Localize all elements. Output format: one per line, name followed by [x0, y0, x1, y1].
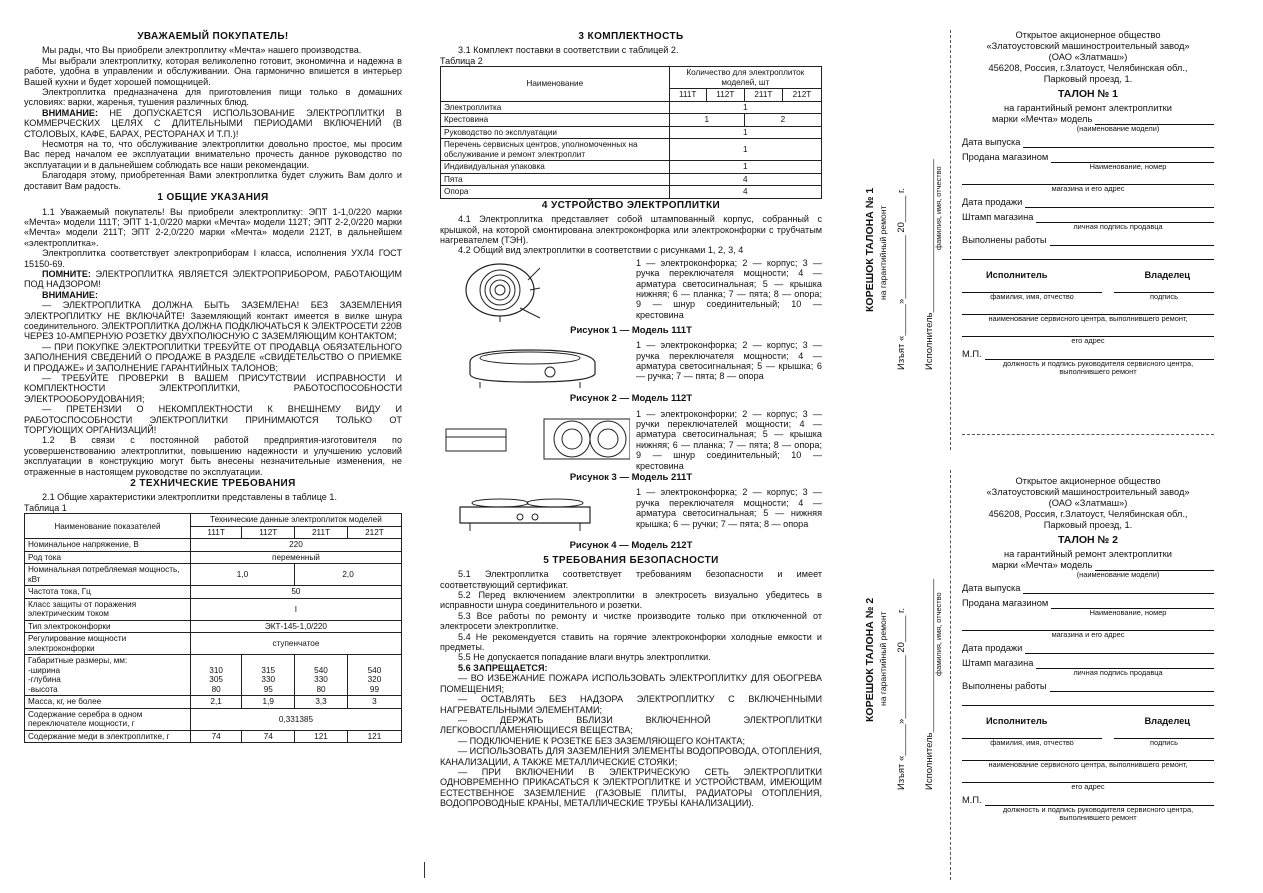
- paragraph: 1.2 В связи с постоянной работой предприятия-изготовителя по усовершенствованию электроплитки, повышению надежности и улучшению условий эксплуатации в конструкцию могут быть внесены незначительные изменения, не отраженные в настоящем руководстве по эксплуатации.: [24, 435, 402, 477]
- signature-hints: фамилия, имя, отчество подпись: [990, 292, 1178, 301]
- remember-label: ПОМНИТЕ:: [42, 268, 91, 279]
- org-line: Парковый проезд, 1.: [1043, 74, 1133, 84]
- attention-label: ВНИМАНИЕ:: [42, 289, 99, 300]
- dims-h: -высота: [28, 684, 58, 694]
- coupon-separator: [962, 434, 1214, 435]
- remember-text: ЭЛЕКТРОПЛИТКА ЯВЛЯЕТСЯ ЭЛЕКТРОПРИБОРОМ, РАБОТАЮЩИМ ПОД НАДЗОРОМ!: [24, 268, 402, 290]
- table-cell: 74: [190, 730, 241, 743]
- greeting-title: УВАЖАЕМЫЙ ПОКУПАТЕЛЬ!: [137, 31, 289, 42]
- field-hint: личная подпись продавца: [1073, 668, 1163, 677]
- table-cell: Опора: [441, 186, 670, 199]
- table-cell: 2,1: [190, 696, 241, 709]
- dims-w: -ширина: [28, 665, 61, 675]
- table-cell: Класс защиты от поражения электрическим током: [25, 598, 191, 620]
- org-line: Парковый проезд, 1.: [1043, 520, 1133, 530]
- org-line: 456208, Россия, г.Златоуст, Челябинская обл.,: [988, 509, 1188, 519]
- paragraph: — ВО ИЗБЕЖАНИЕ ПОЖАРА ИСПОЛЬЗОВАТЬ ЭЛЕКТРОПЛИТКУ ДЛЯ ОБОГРЕВА ПОМЕЩЕНИЯ;: [440, 673, 822, 694]
- table-cell: Номинальное напряжение, В: [25, 539, 191, 552]
- coupon-subtitle: на гарантийный ремонт электроплитки: [1004, 103, 1172, 113]
- table-cell: переменный: [190, 551, 401, 564]
- figure-1-caption: Рисунок 1 — Модель 111Т: [570, 324, 692, 336]
- figure-1: [440, 258, 822, 324]
- org-line: (ОАО «Златмаш»): [1048, 498, 1128, 508]
- table-cell: 1: [669, 161, 821, 174]
- table-cell: 121: [295, 730, 348, 743]
- section-5-title: 5 ТРЕБОВАНИЯ БЕЗОПАСНОСТИ: [543, 554, 719, 566]
- table-cell: Пята: [441, 173, 670, 186]
- field-hint: личная подпись продавца: [1073, 222, 1163, 231]
- table-cell: 0,331385: [190, 708, 401, 730]
- field-hint: выполнившего ремонт: [1059, 367, 1137, 376]
- coupon-title: ТАЛОН № 2: [1058, 534, 1118, 546]
- hotplate-112t-illustration: [440, 340, 630, 392]
- paragraph: 4.1 Электроплитка представляет собой штампованный корпус, собранный с крышкой, на которой смонтирована электроконфорка или электроконфорки с трубчатым нагревателем (ТЭН).: [440, 214, 822, 245]
- table-cell: 315 330 95: [242, 655, 295, 696]
- model-field[interactable]: марки «Мечта» модель: [962, 114, 1214, 125]
- stub-1-subtitle: на гарантийный ремонт: [878, 205, 888, 300]
- field-hint: Наименование, номер: [1089, 162, 1167, 171]
- signature-hints: фамилия, имя, отчество подпись: [990, 738, 1178, 747]
- org-line: Открытое акционерное общество: [1015, 30, 1161, 40]
- figure-4-legend: 1 — электроконфорка; 2 — корпус; 3 — ручка переключателя мощности; 4 — арматура светосигнальная; 5 — нижняя крышка; 6 — ручки; 7 — пята; 8 — опора: [636, 487, 822, 529]
- table-cell: Тип электроконфорки: [25, 620, 191, 633]
- divider: [424, 862, 425, 878]
- org-line: Открытое акционерное общество: [1015, 476, 1161, 486]
- paragraph: — ТРЕБУЙТЕ ПРОВЕРКИ В ВАШЕМ ПРИСУТСТВИИ ИСПРАВНОСТИ И КОМПЛЕКТНОСТИ ЭЛЕКТРОПЛИТКИ, РАБОТОСПОСОБНОСТИ ЭЛЕКТРООБОРУДОВАНИЯ;: [24, 373, 402, 404]
- table-cell: [25, 655, 191, 696]
- field-hint: (наименование модели): [1076, 570, 1160, 579]
- paragraph: Несмотря на то, что обслуживание электроплитки довольно простое, мы просим Вас перед началом ее эксплуатации внимательно прочесть данное руководство по эксплуатации и в дальнейшем соблюдать все наши рекомендации.: [24, 139, 402, 170]
- hotplate-211t-illustration: [440, 409, 630, 471]
- stub-1-title: КОРЕШОК ТАЛОНА № 1: [864, 187, 876, 312]
- org-line: «Златоустовский машиностроительный завод»: [986, 41, 1190, 51]
- table-header: 211Т: [295, 526, 348, 539]
- table-cell: Перечень сервисных центров, уполномоченных на обслуживание и ремонт электроплит: [441, 139, 670, 161]
- paragraph: — ПРИ ПОКУПКЕ ЭЛЕКТРОПЛИТКИ ТРЕБУЙТЕ ОТ ПРОДАВЦА ОБЯЗАТЕЛЬНОГО ЗАПОЛНЕНИЯ СВЕДЕНИЙ О ПРОДАЖЕ В РАЗДЕЛЕ «СВИДЕТЕЛЬСТВО О ПРИЕМКЕ И ПРОДАЖЕ» И ЗАПОЛНЕНИЕ ГАРАНТИЙНЫХ ТАЛОНОВ;: [24, 341, 402, 373]
- model-field[interactable]: марки «Мечта» модель: [962, 560, 1214, 571]
- warning-paragraph: [24, 108, 402, 139]
- paragraph: Благодаря этому, приобретенная Вами электроплитка будет служить Вам долго и доставит Вам радость.: [24, 170, 402, 191]
- table-cell: Частота тока, Гц: [25, 586, 191, 599]
- stub-1-taken: Изъят «______»____________ 20_____ г.: [896, 188, 907, 370]
- table-cell: 540 330 80: [295, 655, 348, 696]
- table-cell: 121: [347, 730, 401, 743]
- field-hint: магазина и его адрес: [1051, 630, 1125, 639]
- paragraph: — ПРИ ВКЛЮЧЕНИИ В ЭЛЕКТРИЧЕСКУЮ СЕТЬ ЭЛЕКТРОПЛИТКИ ОДНОВРЕМЕННО ПРИКАСАТЬСЯ К ЭЛЕКТРОПЛИТКЕ И УСТРОЙСТВАМ, ИМЕЮЩИМ ЕСТЕСТВЕННОЕ ЗАЗЕМЛЕНИЕ (ГАЗОВЫЕ ПЛИТЫ, РАДИАТОРЫ ОТОПЛЕНИЯ, ВОДОПРОВОДНЫЕ КРАНЫ, МЕТАЛЛИЧЕСКИЕ ТРУБЫ КАНАЛИЗАЦИИ).: [440, 766, 822, 809]
- section-4-title: 4 УСТРОЙСТВО ЭЛЕКТРОПЛИТКИ: [541, 199, 721, 211]
- table-cell: 1: [669, 139, 821, 161]
- stub-2-fio-hint: фамилия, имя, отчество: [934, 592, 943, 676]
- table-cell: 220: [190, 539, 401, 552]
- org-line: (ОАО «Златмаш»): [1048, 52, 1128, 62]
- table-cell: 1: [669, 101, 821, 114]
- stub-2-title: КОРЕШОК ТАЛОНА № 2: [864, 597, 876, 722]
- table-2: [440, 66, 822, 199]
- org-line: 456208, Россия, г.Златоуст, Челябинская обл.,: [988, 63, 1188, 73]
- figure-2: [440, 340, 822, 392]
- stub-1-fio-hint: фамилия, имя, отчество: [934, 166, 943, 250]
- hotplate-212t-illustration: [440, 487, 630, 539]
- table-cell: 74: [242, 730, 295, 743]
- table-cell: 1,9: [242, 696, 295, 709]
- stub-2-subtitle: на гарантийный ремонт: [878, 611, 888, 706]
- table-header: 211Т: [744, 89, 782, 102]
- table-header: 212Т: [347, 526, 401, 539]
- signature-headers: Исполнитель Владелец: [986, 716, 1190, 726]
- table-cell: Электроплитка: [441, 101, 670, 114]
- works-field[interactable]: Выполнены работы: [962, 681, 1214, 692]
- stub-1-executor: Исполнитель_____________________________: [924, 159, 935, 370]
- stub-2-executor: Исполнитель_____________________________: [924, 579, 935, 790]
- table-cell: 2: [744, 114, 821, 127]
- table-cell: Содержание меди в электроплитке, г: [25, 730, 191, 743]
- table-cell: 4: [669, 186, 821, 199]
- section-1-title: 1 ОБЩИЕ УКАЗАНИЯ: [157, 192, 269, 204]
- paragraph: — ИСПОЛЬЗОВАТЬ ДЛЯ ЗАЗЕМЛЕНИЯ ЭЛЕМЕНТЫ ВОДОПРОВОДА, ОТОПЛЕНИЯ, КАНАЛИЗАЦИИ, А ТАКЖЕ МЕТАЛЛИЧЕСКИЕ СТОЯКИ;: [440, 746, 822, 767]
- table-header: Количество для электроплиток моделей, шт: [669, 67, 821, 89]
- warning-label: ВНИМАНИЕ:: [42, 107, 99, 118]
- paragraph: 2.1 Общие характеристики электроплитки представлены в таблице 1.: [42, 492, 337, 503]
- coupon-title: ТАЛОН № 1: [1058, 88, 1118, 100]
- org-line: «Златоустовский машиностроительный завод»: [986, 487, 1190, 497]
- figure-2-legend: 1 — электроконфорка; 2 — корпус; 3 — ручка переключателя мощности; 4 — арматура светосигнальная; 5 — крышка; 6 — ручка; 7 — пята; 8 — опора: [636, 340, 822, 382]
- table-cell: 1,0: [190, 564, 294, 586]
- paragraph: 5.1 Электроплитка соответствует требованиям безопасности и имеет соответствующий сертификат.: [440, 569, 822, 590]
- warranty-coupon-2: [962, 476, 1214, 822]
- paragraph: Мы рады, что Вы приобрели электроплитку «Мечта» нашего производства.: [42, 45, 362, 56]
- table-cell: Номинальная потребляемая мощность, кВт: [25, 564, 191, 586]
- release-date-field[interactable]: Дата выпуска: [962, 137, 1214, 148]
- signature-headers: Исполнитель Владелец: [986, 270, 1190, 280]
- field-hint: выполнившего ремонт: [1059, 813, 1137, 822]
- dims-d: -глубина: [28, 675, 61, 685]
- table-header: 111Т: [190, 526, 241, 539]
- table-header: Наименование показателей: [25, 514, 191, 539]
- table-cell: Содержание серебра в одном переключателе мощности, г: [25, 708, 191, 730]
- field-hint: его адрес: [1071, 336, 1105, 345]
- cut-line: [950, 30, 951, 450]
- field-hint: его адрес: [1071, 782, 1105, 791]
- table-header: 111Т: [669, 89, 706, 102]
- table-cell: ступенчатое: [190, 633, 401, 655]
- table-cell: 3: [347, 696, 401, 709]
- table-cell: ЭКТ-145-1,0/220: [190, 620, 401, 633]
- stub-2-taken: Изъят «______»____________ 20_____ г.: [896, 608, 907, 790]
- blank-line[interactable]: [962, 694, 1214, 706]
- paragraph: 3.1 Комплект поставки в соответствии с таблицей 2.: [458, 45, 679, 56]
- table-cell: Род тока: [25, 551, 191, 564]
- table-cell: 4: [669, 173, 821, 186]
- paragraph: Электроплитка предназначена для приготовления пищи только в домашних условиях: варки, жаренья, тушения различных блюд.: [24, 87, 402, 108]
- paragraph: Мы выбрали электроплитку, которая великолепно готовит, экономична и надежна в работе, удобна в управлении и обслуживании. Она гармонично впишется в интерьер Вашей кухни и будет хорошей помощницей.: [24, 55, 402, 87]
- mp-field[interactable]: М.П.: [962, 795, 1214, 806]
- table-cell: 1: [669, 126, 821, 139]
- table-header: 112Т: [706, 89, 744, 102]
- column-1: [24, 30, 402, 743]
- table-1-caption: Таблица 1: [24, 502, 67, 513]
- table-cell: 3,3: [295, 696, 348, 709]
- field-hint: должность и подпись руководителя сервисного центра,: [1002, 359, 1194, 368]
- remember-paragraph: [24, 269, 402, 290]
- table-cell: 50: [190, 586, 401, 599]
- figure-1-legend: 1 — электроконфорка; 2 — корпус; 3 — ручка переключателя мощности; 4 — арматура светосигнальная; 5 — крышка нижняя; 6 — планка; 7 — пята; 8 — опора; 9 — шнур соединительный; 10 — крестовина: [636, 257, 822, 320]
- figure-4-caption: Рисунок 4 — Модель 212Т: [569, 540, 693, 552]
- field-hint: наименование сервисного центра, выполнившего ремонт,: [988, 760, 1188, 769]
- figure-3-legend: 1 — электроконфорки; 2 — корпус; 3 — ручки переключателей мощности; 4 — арматура светосигнальная; 5 — крышка нижняя; 6 — планка; 7 — пята; 8 — опора; 9 — шнур соединительный; 10 — крестовина: [636, 408, 822, 471]
- paragraph: — ДЕРЖАТЬ ВБЛИЗИ ВКЛЮЧЕННОЙ ЭЛЕКТРОПЛИТКИ ЛЕГКОВОСПЛАМЕНЯЮЩИЕСЯ ВЕЩЕСТВА;: [440, 714, 822, 736]
- warranty-coupon-1: [962, 30, 1214, 376]
- field-hint: (наименование модели): [1076, 124, 1160, 133]
- table-cell: Руководство по эксплуатации: [441, 126, 670, 139]
- table-cell: 310 305 80: [190, 655, 241, 696]
- stamp-field[interactable]: Штамп магазина: [962, 658, 1214, 669]
- table-cell: Индивидуальная упаковка: [441, 161, 670, 174]
- column-2: [440, 30, 822, 809]
- section-2-title: 2 ТЕХНИЧЕСКИЕ ТРЕБОВАНИЯ: [130, 478, 296, 490]
- figure-4: [440, 487, 822, 539]
- paragraph: 4.2 Общий вид электроплитки в соответствии с рисунками 1, 2, 3, 4: [458, 245, 744, 256]
- figure-3: [440, 409, 822, 471]
- mp-field[interactable]: М.П.: [962, 349, 1214, 360]
- hotplate-111t-illustration: [440, 258, 630, 324]
- paragraph: — ОСТАВЛЯТЬ БЕЗ НАДЗОРА ЭЛЕКТРОПЛИТКУ С ВКЛЮЧЕННЫМИ НАГРЕВАТЕЛЬНЫМИ ЭЛЕМЕНТАМИ;: [440, 694, 822, 715]
- table-2-caption: Таблица 2: [440, 55, 483, 66]
- paragraph: — ЭЛЕКТРОПЛИТКА ДОЛЖНА БЫТЬ ЗАЗЕМЛЕНА! БЕЗ ЗАЗЕМЛЕНИЯ ЭЛЕКТРОПЛИТКУ НЕ ВКЛЮЧАЙТЕ! Заземляющий контакт имеется в вилке шнура соединительного. ЭЛЕКТРОПЛИТКА ДОЛЖНА ПОДКЛЮЧАТЬСЯ К ЭЛЕКТРОСЕТИ 220В ЧЕРЕЗ 10-АМПЕРНУЮ РОЗЕТКУ ДВУХПОЛЮСНУЮ С ЗАЗЕМЛЯЮЩИМ КОНТАКТОМ;: [24, 300, 402, 342]
- paragraph: 5.5 Не допускается попадание влаги внутрь электроплитки.: [458, 652, 711, 663]
- figure-3-caption: Рисунок 3 — Модель 211Т: [569, 472, 693, 483]
- field-hint: должность и подпись руководителя сервисного центра,: [1002, 805, 1194, 814]
- works-field[interactable]: Выполнены работы: [962, 235, 1214, 246]
- paragraph: 5.2 Перед включением электроплитки в электросеть визуально убедитесь в исправности шнура соединительного и розетки.: [440, 590, 822, 611]
- shop-field[interactable]: Продана магазином: [962, 152, 1214, 163]
- table-cell: Масса, кг, не более: [25, 696, 191, 709]
- cut-line: [950, 470, 951, 880]
- field-hint: наименование сервисного центра, выполнившего ремонт,: [988, 314, 1188, 323]
- blank-line[interactable]: [962, 248, 1214, 260]
- paragraph: Электроплитка соответствует электроприборам I класса, исполнения УХЛ4 ГОСТ 15150-69.: [24, 248, 402, 269]
- dims-label: Габаритные размеры, мм:: [28, 656, 128, 666]
- table-1: [24, 513, 402, 743]
- section-3-title: 3 КОМПЛЕКТНОСТЬ: [578, 31, 684, 42]
- paragraph: 1.1 Уважаемый покупатель! Вы приобрели электроплитку: ЭПТ 1-1,0/220 марки «Мечта» модели 111Т; ЭПТ 1-1,0/220 марки «Мечта» модели 112Т; ЭПТ 2-2,0/220 марки «Мечта» модели 211Т; ЭПТ 2-2,0/220 марки «Мечта» модели 212Т, в дальнейшем «электроплитка».: [24, 206, 402, 248]
- table-cell: 2,0: [295, 564, 402, 586]
- sale-date-field[interactable]: Дата продажи: [962, 197, 1214, 208]
- table-cell: 1: [669, 114, 744, 127]
- figure-2-caption: Рисунок 2 — Модель 112Т: [569, 393, 693, 405]
- coupon-subtitle: на гарантийный ремонт электроплитки: [1004, 549, 1172, 559]
- paragraph: 5.4 Не рекомендуется ставить на горячие электроконфорки холодные емкости и предметы.: [440, 631, 822, 653]
- table-header: 112Т: [242, 526, 295, 539]
- table-cell: I: [190, 598, 401, 620]
- paragraph: 5.3 Все работы по ремонту и чистке производите только при отключенной от электросети электроплитке.: [440, 610, 822, 632]
- stamp-field[interactable]: Штамп магазина: [962, 212, 1214, 223]
- paragraph: — ПОДКЛЮЧЕНИЕ К РОЗЕТКЕ БЕЗ ЗАЗЕМЛЯЮЩЕГО КОНТАКТА;: [458, 735, 745, 746]
- table-cell: 540 320 99: [347, 655, 401, 696]
- table-cell: Крестовина: [441, 114, 670, 127]
- table-cell: Регулирование мощности электроконфорки: [25, 633, 191, 655]
- table-header: 212Т: [782, 89, 821, 102]
- table-header: Технические данные электроплиток моделей: [190, 514, 401, 527]
- table-header: Наименование: [441, 67, 670, 102]
- shop-field[interactable]: Продана магазином: [962, 598, 1214, 609]
- paragraph: — ПРЕТЕНЗИИ О НЕКОМПЛЕКТНОСТИ К ВНЕШНЕМУ ВИДУ И РАБОТОСПОСОБНОСТИ ЭЛЕКТРОПЛИТКИ ПРИНИМАЮТСЯ ТОЛЬКО ОТ ТОРГУЮЩИХ ОРГАНИЗАЦИЙ!: [24, 404, 402, 436]
- prohibited-label: 5.6 ЗАПРЕЩАЕТСЯ:: [458, 662, 548, 673]
- sale-date-field[interactable]: Дата продажи: [962, 643, 1214, 654]
- release-date-field[interactable]: Дата выпуска: [962, 583, 1214, 594]
- field-hint: магазина и его адрес: [1051, 184, 1125, 193]
- field-hint: Наименование, номер: [1089, 608, 1167, 617]
- warning-text: НЕ ДОПУСКАЕТСЯ ИСПОЛЬЗОВАНИЕ ЭЛЕКТРОПЛИТКИ В КОММЕРЧЕСКИХ ЦЕЛЯХ С ДЛИТЕЛЬНЫМИ ПЕРИОДАМИ ВКЛЮЧЕНИЙ (В СТОЛОВЫХ, КАФЕ, БАРАХ, РЕСТОРАНАХ И Т.П.)!: [24, 107, 402, 139]
